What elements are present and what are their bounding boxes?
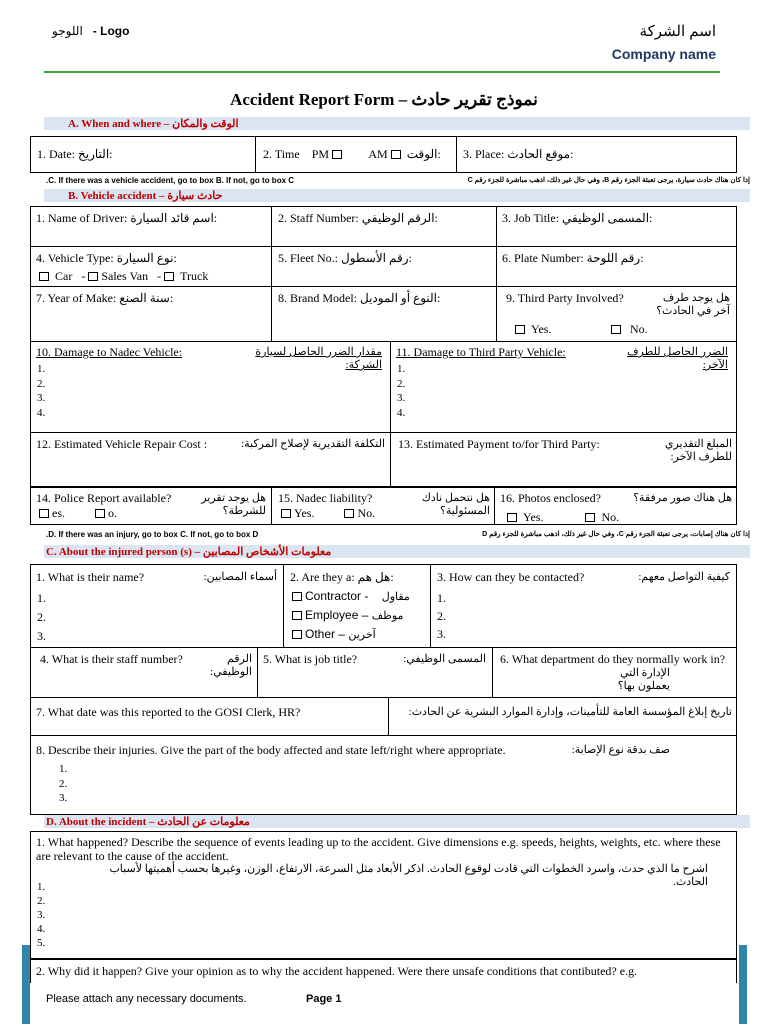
divider xyxy=(496,206,497,341)
yes-label: Yes. xyxy=(523,510,544,524)
nadec-liability-label-ar: هل نتحمل نادك المسئولية؟ xyxy=(421,492,490,517)
divider xyxy=(492,647,493,697)
nadec-liability-label: 15. Nadec liability? xyxy=(278,491,373,505)
third-party-label-ar: هل يوجد طرف آخر في الحادث؟ xyxy=(656,292,730,317)
checkbox[interactable] xyxy=(515,325,525,334)
yes-label: Yes. xyxy=(531,322,552,336)
am-label: AM xyxy=(368,147,388,161)
injured-staff-number-label-ar: الرقم الوظيفي: xyxy=(210,653,252,678)
other-option[interactable] xyxy=(289,627,376,641)
damage-nadec-label: 10. Damage to Nadec Vehicle: xyxy=(36,345,183,359)
time-field[interactable] xyxy=(263,147,441,162)
line-2: 2. xyxy=(437,609,446,623)
liability-no-checkbox[interactable] xyxy=(344,509,354,518)
year-of-make-field[interactable]: 7. Year of Make: سنة الصنع: xyxy=(36,291,174,305)
section-d-heading: D. About the incident – معلومات عن الحادث xyxy=(44,815,750,828)
divider xyxy=(255,136,256,173)
employee-label-ar: موظف xyxy=(371,610,404,622)
repair-cost-field[interactable]: 12. Estimated Vehicle Repair Cost : xyxy=(36,437,208,451)
logo-placeholder xyxy=(52,24,129,38)
are-they-label xyxy=(290,570,394,585)
date-field[interactable]: 1. Date: التاريخ: xyxy=(37,147,113,161)
pm-label: PM xyxy=(311,147,330,161)
third-party-no[interactable] xyxy=(608,322,648,337)
police-report-label: 14. Police Report available? xyxy=(36,491,172,505)
line-3: 3. xyxy=(437,627,446,641)
logo-ar: اللوجو xyxy=(52,24,83,38)
line-2: 2. xyxy=(37,895,46,907)
am-checkbox[interactable] xyxy=(391,150,401,159)
contractor-label: Contractor - xyxy=(305,589,369,603)
page-number: Page 1 xyxy=(306,993,342,1005)
line-4: 4. xyxy=(37,923,46,935)
divider xyxy=(494,487,495,525)
damage-third-label-ar: الضرر الحاصل للطرف الآخر: xyxy=(627,346,728,371)
divider xyxy=(30,735,737,736)
damage-nadec-label-ar: مقدار الضرر الحاصل لسيارة الشركة: xyxy=(255,346,382,371)
line-1: 1. xyxy=(37,881,46,893)
divider xyxy=(30,246,737,247)
divider xyxy=(257,647,258,697)
line-3: 3. xyxy=(397,392,406,404)
time-ar: الوقت: xyxy=(406,147,441,161)
divider xyxy=(456,136,457,173)
describe-injuries-label: 8. Describe their injuries. Give the part of the body affected and state left/right where appropriate. xyxy=(36,743,506,757)
divider xyxy=(271,206,272,341)
line-3: 3. xyxy=(37,909,46,921)
line-3: 3. xyxy=(59,792,68,804)
employee-label: Employee – xyxy=(305,608,369,622)
liability-yes-checkbox[interactable] xyxy=(281,509,291,518)
other-label: Other – xyxy=(305,627,346,641)
note-go-to-b: .C. If there was a vehicle accident, go to box B. If not, go to box C xyxy=(46,176,295,185)
third-party-yes[interactable] xyxy=(512,322,551,337)
department-label-ar: الإدارة التي يعملون بها؟ xyxy=(617,667,670,692)
no-label: No. xyxy=(357,506,376,520)
other-label-ar: آخرين xyxy=(348,629,376,641)
police-no-label: o. xyxy=(108,506,117,520)
no-label: No. xyxy=(601,510,620,524)
sales-van-checkbox[interactable] xyxy=(88,272,98,281)
line-3: 3. xyxy=(37,629,46,643)
attach-documents-note: Please attach any necessary documents. xyxy=(46,993,247,1005)
driver-name-field[interactable]: 1. Name of Driver: اسم قائد السيارة: xyxy=(36,211,218,225)
line-4: 4. xyxy=(397,406,406,419)
place-field[interactable]: 3. Place: موقع الحادث: xyxy=(463,147,574,161)
car-label: Car xyxy=(55,269,73,283)
divider xyxy=(283,564,284,647)
brand-model-field[interactable]: 8. Brand Model: النوع أو الموديل: xyxy=(278,291,441,305)
gosi-report-date-label: 7. What date was this reported to the GOSI Clerk, HR? xyxy=(36,705,301,719)
damage-nadec-lines[interactable] xyxy=(37,362,45,420)
divider xyxy=(271,487,272,525)
damage-third-label: 11. Damage to Third Party Vehicle: xyxy=(396,345,566,359)
injured-job-title-label: 5. What is job title? xyxy=(263,652,358,666)
describe-injuries-label-ar: صف بدقة نوع الإصابة: xyxy=(571,744,670,756)
pm-checkbox[interactable] xyxy=(332,150,342,159)
injured-name-label: 1. What is their name? xyxy=(36,570,145,584)
no-label: No. xyxy=(630,322,648,336)
section-b-heading: B. Vehicle accident – حادث سيارة xyxy=(44,189,750,202)
side-bar-left xyxy=(22,945,30,1024)
department-label: 6. What department do they normally work in? xyxy=(500,652,726,666)
line-1: 1. xyxy=(37,591,46,605)
injured-job-title-label-ar: المسمى الوظيفي: xyxy=(403,653,486,665)
contact-label: 3. How can they be contacted? xyxy=(437,570,585,584)
police-report-options xyxy=(36,506,117,521)
line-2: 2. xyxy=(37,610,46,624)
divider xyxy=(30,432,737,433)
car-checkbox[interactable] xyxy=(39,272,49,281)
job-title-field[interactable]: 3. Job Title: المسمى الوظيفي: xyxy=(502,211,653,225)
contact-lines[interactable] xyxy=(437,589,446,643)
repair-cost-label-ar: التكلفة التقديرية لإصلاح المركبة: xyxy=(241,438,385,450)
damage-third-lines[interactable] xyxy=(397,362,405,420)
third-party-label: 9. Third Party Involved? xyxy=(506,291,624,305)
photos-enclosed-label-ar: هل هناك صور مرفقة؟ xyxy=(633,492,732,504)
injured-name-lines[interactable] xyxy=(37,589,46,646)
third-party-payment-field[interactable]: 13. Estimated Payment to/for Third Party: xyxy=(398,437,600,451)
header-rule xyxy=(44,71,720,73)
note-go-to-c-ar: إذا كان هناك إصابات، يرجى تعبئة الجزء رقم C، وفي حال غير ذلك، اذهب مباشرة للجزء رقم D xyxy=(482,531,750,538)
why-happened-label: 2. Why did it happen? Give your opinion as to why the accident happened. Were there unsafe conditions that contibuted? e.g. xyxy=(36,964,638,978)
time-label: 2. Time xyxy=(263,147,300,161)
line-2: 2. xyxy=(397,377,406,390)
police-yes-label: es. xyxy=(52,506,65,520)
form-title: Accident Report Form – نموذج تقرير حادث xyxy=(230,90,538,109)
checkbox[interactable] xyxy=(611,325,621,334)
injured-name-label-ar: أسماء المصابين: xyxy=(203,571,277,583)
logo-en: - Logo xyxy=(92,24,130,38)
note-go-to-c: .D. If there was an injury, go to box C. If not, go to box D xyxy=(46,530,259,539)
contact-label-ar: كيفية التواصل معهم: xyxy=(638,571,730,583)
employee-option[interactable] xyxy=(289,608,403,622)
line-2: 2. xyxy=(59,777,68,790)
divider xyxy=(388,697,389,735)
gosi-report-date-label-ar: تاريخ إبلاغ المؤسسة العامة للتأمينات، وإدارة الموارد البشرية عن الحادث: xyxy=(408,706,732,718)
liability-options xyxy=(278,506,375,521)
company-name-en: Company name xyxy=(611,46,716,62)
section-c-heading: C. About the injured person (s) – معلومات الأشخاص المصابين xyxy=(44,545,750,558)
injured-staff-number-label: 4. What is their staff number? xyxy=(40,652,183,666)
contractor-label-ar: مقاول xyxy=(381,591,410,603)
company-name-ar: اسم الشركة xyxy=(639,23,716,40)
divider xyxy=(30,647,737,648)
police-no-checkbox[interactable] xyxy=(95,509,105,518)
police-report-label-ar: هل يوجد تقرير للشرطة؟ xyxy=(201,492,266,517)
photos-enclosed-label: 16. Photos enclosed? xyxy=(500,491,601,505)
divider xyxy=(390,341,391,487)
truck-checkbox[interactable] xyxy=(164,272,174,281)
yes-label: Yes. xyxy=(294,506,315,520)
employee-checkbox[interactable] xyxy=(292,611,302,620)
injuries-lines[interactable] xyxy=(59,762,67,806)
photos-no-checkbox[interactable] xyxy=(585,513,595,522)
are-they-ar: هل هم: xyxy=(357,570,394,584)
police-yes-checkbox[interactable] xyxy=(39,509,49,518)
line-4: 4. xyxy=(37,406,46,419)
staff-number-field[interactable]: 2. Staff Number: الرقم الوظيفي: xyxy=(278,211,438,225)
fleet-number-field[interactable]: 5. Fleet No.: رقم الأسطول: xyxy=(278,251,412,265)
section-a-heading: A. When and where – الوقت والمكان xyxy=(44,117,750,130)
are-they-en: 2. Are they a: xyxy=(290,570,355,584)
divider xyxy=(30,697,737,698)
what-happened-label-ar: اشرح ما الذي حدث، واسرد الخطوات التي قادت لوقوع الحادث. اذكر الأبعاد مثل السرعة، الارتفاع، الوزن، وغيرها بحسب أهميتها لأسباب الحادث. xyxy=(109,863,708,888)
photos-options xyxy=(504,510,619,525)
divider xyxy=(430,564,431,647)
sales-van-label: Sales Van xyxy=(101,269,149,283)
plate-number-field[interactable]: 6. Plate Number: رقم اللوحة: xyxy=(502,251,644,265)
divider xyxy=(30,341,737,342)
note-go-to-b-ar: إذا كان هناك حادث سيارة، يرجى تعبئة الجزء رقم B، وفي حال غير ذلك، اذهب مباشرة للجزء رقم C xyxy=(467,177,750,184)
third-party-payment-label-ar: المبلغ التقديري للطرف الآخر: xyxy=(664,438,732,463)
photos-yes-checkbox[interactable] xyxy=(507,513,517,522)
line-1: 1. xyxy=(397,363,406,375)
vehicle-type-options: Car - Sales Van - Truck xyxy=(36,269,208,284)
side-bar-right xyxy=(739,945,747,1024)
what-happened-label: 1. What happened? Describe the sequence of events leading up to the accident. Give dimensions e.g. speeds, heights, weights, etc. where these are relevant to the cause of the accident. xyxy=(36,835,721,863)
line-1: 1. xyxy=(37,363,46,375)
vehicle-type-label: 4. Vehicle Type: نوع السيارة: xyxy=(36,251,177,265)
line-2: 2. xyxy=(37,377,46,390)
contractor-option[interactable] xyxy=(289,589,410,603)
line-3: 3. xyxy=(37,392,46,404)
truck-label: Truck xyxy=(180,269,209,283)
line-5: 5. xyxy=(37,937,46,949)
line-1: 1. xyxy=(437,591,446,605)
other-checkbox[interactable] xyxy=(292,630,302,639)
contractor-checkbox[interactable] xyxy=(292,592,302,601)
what-happened-lines[interactable] xyxy=(37,880,45,950)
line-1: 1. xyxy=(59,763,68,775)
divider xyxy=(30,286,737,287)
